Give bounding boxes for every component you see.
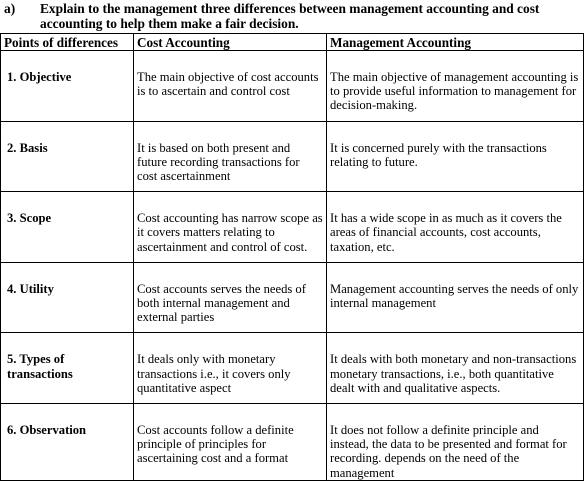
management-accounting-cell: Management accounting serves the needs of only internal management (327, 262, 584, 333)
point-cell: 4. Utility (1, 262, 134, 333)
cost-accounting-cell: Cost accounting has narrow scope as it covers matters relating to ascertainment and control of cost. (134, 192, 327, 263)
question-text: Explain to the management three differences between management accounting and cost accounting to help them make a fair decision. (40, 1, 540, 31)
management-accounting-cell: It is concerned purely with the transactions relating to future. (327, 121, 584, 192)
table-row-basis (1, 121, 584, 192)
table-row-observation (1, 404, 584, 481)
management-accounting-cell: It has a wide scope in as much as it covers the areas of financial accounts, cost accounts, taxation, etc. (327, 192, 584, 263)
cost-accounting-cell: Cost accounts follow a definite principle of principles for ascertaining cost and a format (134, 404, 327, 481)
point-cell: 3. Scope (1, 192, 134, 263)
point-cell: 5. Types of transactions (1, 333, 134, 404)
cost-accounting-cell: The main objective of cost accounts is to ascertain and control cost (134, 51, 327, 122)
question-number: a) (4, 1, 16, 16)
cost-accounting-cell: Cost accounts serves the needs of both internal management and external parties (134, 262, 327, 333)
point-cell: 6. Observation (1, 404, 134, 481)
comparison-table (0, 33, 584, 481)
table-row-utility (1, 262, 584, 333)
header-management-accounting: Management Accounting (327, 34, 584, 51)
header-cost-accounting: Cost Accounting (134, 34, 327, 51)
management-accounting-cell: It deals with both monetary and non-transactions monetary transactions, i.e., both quantitative dealt with and qualitative aspects. (327, 333, 584, 404)
table-header-row (1, 34, 584, 51)
table-row-objective (1, 51, 584, 122)
management-accounting-cell: It does not follow a definite principle and instead, the data to be presented and format for recording. depends on the need of the management (327, 404, 584, 481)
cost-accounting-cell: It is based on both present and future recording transactions for cost ascertainment (134, 121, 327, 192)
table-row-types-of-transactions (1, 333, 584, 404)
header-points-of-differences: Points of differences (1, 34, 134, 51)
question (4, 1, 582, 31)
cost-accounting-cell: It deals only with monetary transactions i.e., it covers only quantitative aspect (134, 333, 327, 404)
management-accounting-cell: The main objective of management accounting is to provide useful information to management for decision-making. (327, 51, 584, 122)
table-row-scope (1, 192, 584, 263)
point-cell: 2. Basis (1, 121, 134, 192)
point-cell: 1. Objective (1, 51, 134, 122)
